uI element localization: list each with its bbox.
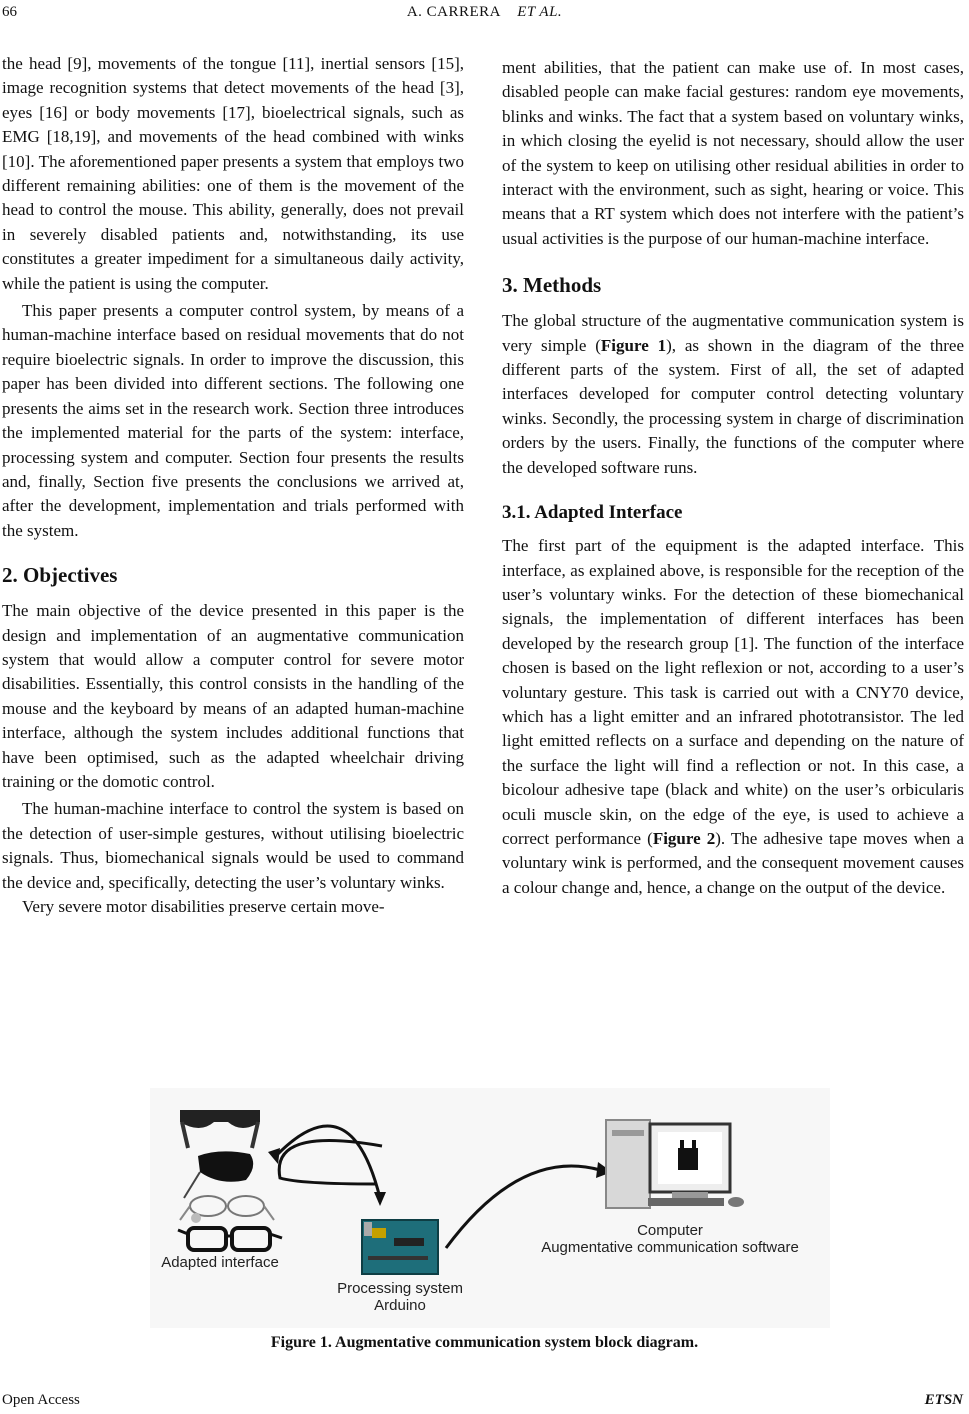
figure-caption: Figure 1. Augmentative communication system block diagram. bbox=[270, 1334, 699, 1351]
subsection-heading-adapted-interface: 3.1. Adapted Interface bbox=[502, 502, 683, 524]
figure-block-diagram bbox=[150, 1088, 830, 1328]
paragraph: The first part of the equipment is the adapted interface. This interface, as explained above, is responsible for the reception of the user’s voluntary winks. For the detection of these biomechanical signals, the implementation of different interfaces has been developed by the research group [1]. The function of the interface chosen is based on the light reflexion or not, according to a user’s voluntary gesture. This task is carried out with a CNY70 device, which has a light emitter and an infrared phototransistor. The led light emitted reflects on a surface and depending on the nature of the surface the light will find a reflection or not. In this case, a bicolour adhesive tape (black and white) on the user’s orbicularis oculi muscle skin, on the edge of the eye, is used to achieve a correct performance (Figure 2). The adhesive tape moves when a voluntary wink is performed, and the consequent movement causes a colour change and, hence, a change on the output of the device. bbox=[502, 536, 964, 897]
label-processing-line1: Processing system bbox=[337, 1280, 463, 1297]
footer-open-access: Open Access bbox=[2, 1392, 80, 1408]
block-diagram-illustration bbox=[150, 1088, 830, 1328]
arduino-board-icon bbox=[362, 1220, 438, 1274]
paragraph: ment abilities, that the patient can make use of. In most cases, disabled people can make facial gestures: random eye movements, blinks and winks. The fact that a system based on voluntary winks, in which closing the eyelid is not necessary, should allow the user of the system to keep on utilising other residual abilities in order to interact with the environment, such as sight, hearing or voice. This means that a RT system which does not interfere with the patient’s usual activities is the purpose of our human-machine interface. bbox=[502, 58, 964, 248]
label-processing-system bbox=[330, 1280, 470, 1314]
right-column bbox=[502, 56, 964, 900]
running-head bbox=[0, 4, 969, 21]
page-header bbox=[0, 4, 969, 26]
running-head-etal: ET AL. bbox=[517, 4, 563, 20]
left-column bbox=[2, 52, 464, 919]
figure-ref[interactable]: Figure 2 bbox=[652, 828, 716, 848]
label-computer-line1: Computer bbox=[637, 1222, 703, 1239]
section-heading-objectives: 2. Objectives bbox=[2, 563, 118, 588]
paragraph: The global structure of the augmentative communication system is very simple (Figure 1), as shown in the diagram of the three different parts of the system. First of all, the set of adapted interfaces developed for computer control detecting voluntary winks. Secondly, the processing system in charge of discrimination orders by the users. Finally, the functions of the computer where the developed software runs. bbox=[502, 311, 964, 477]
paragraph: The human-machine interface to control the system is based on the detection of user-simple gestures, without utilising bioelectric signals. Thus, biomechanical signals would be used to command the device and, specifically, detecting the user’s voluntary winks. bbox=[2, 799, 464, 892]
paragraph: The main objective of the device presented in this paper is the design and implementation of an augmentative communication system that would allow a computer control for severe motor disabilities. Essentially, this control consists in the handling of the mouse and the keyboard by means of an adapted human-machine interface, although the system includes additional functions that have been optimised, such as the adapted wheelchair driving training or the domotic control. bbox=[2, 601, 464, 791]
paragraph: Very severe motor disabilities preserve certain move- bbox=[22, 897, 385, 916]
footer-journal: ETSN bbox=[924, 1392, 963, 1408]
page-number: 66 bbox=[2, 4, 17, 20]
label-computer bbox=[520, 1222, 820, 1256]
paragraph: This paper presents a computer control system, by means of a human-machine interface based on residual movements that do not require bioelectric signals. In order to improve the discussion, this paper has been divided into different sections. The following one presents the aims set in the research work. Section three introduces the implemented material for the parts of the system: interface, processing system and computer. Section four presents the results and, finally, Section five presents the conclusions we arrived at, after the development, implementation and trials performed with the system. bbox=[2, 301, 464, 540]
label-computer-line2: Augmentative communication software bbox=[541, 1239, 799, 1256]
label-adapted-interface: Adapted interface bbox=[161, 1254, 279, 1271]
figure-ref[interactable]: Figure 1 bbox=[600, 335, 667, 355]
running-head-author: A. CARRERA bbox=[406, 4, 501, 20]
section-heading-methods: 3. Methods bbox=[502, 273, 602, 298]
paragraph: the head [9], movements of the tongue [11], inertial sensors [15], image recognition systems that detect movements of the head [3], eyes [16] or body movements [17], bioelectrical signals, such as EMG [18,19], and movements of the head combined with winks [10]. The aforementioned paper presents a system that employs two different remaining abilities: one of them is the movement of the head to control the mouse. This ability, generally, does not prevail in severely disabled patients and, notwithstanding, its use constitutes a greater impediment for a simultaneous daily activity, while the patient is using the computer. bbox=[2, 54, 464, 293]
label-processing-line2: Arduino bbox=[374, 1297, 426, 1314]
